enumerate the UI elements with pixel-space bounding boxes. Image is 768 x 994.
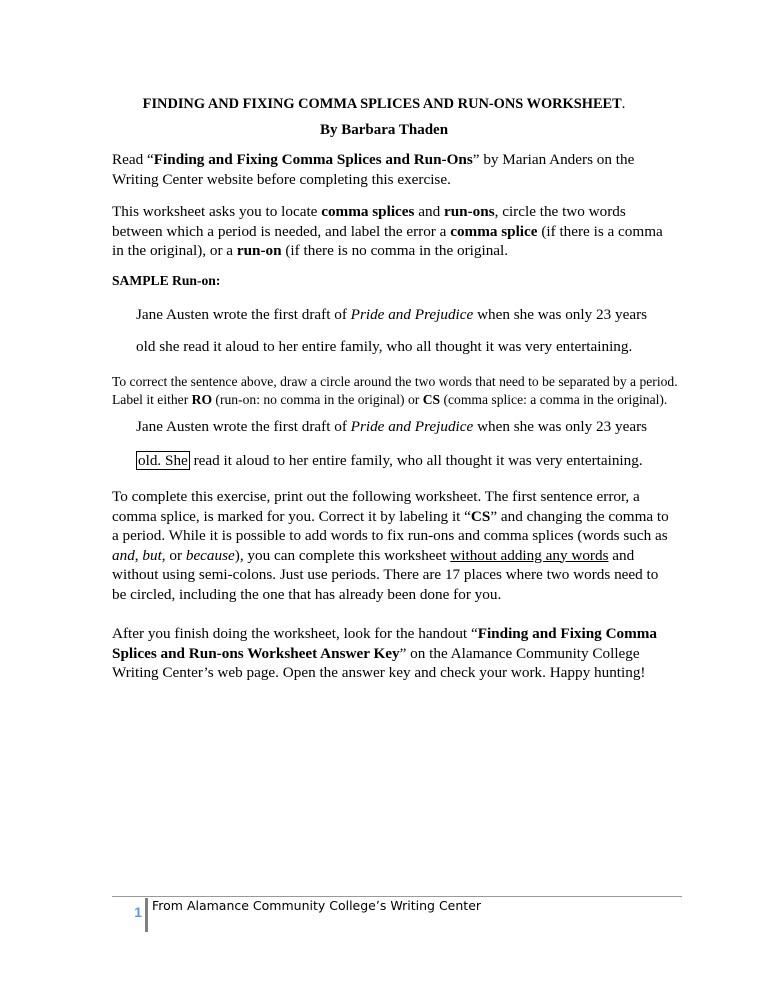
instructions-paragraph: This worksheet asks you to locate comma splices and run-ons, circle the two words between which a period is needed, and label the error a comma splice (if there is a comma in the original), or a run-on (if there is no comma in the original. (112, 203, 663, 259)
footer-divider (112, 896, 682, 897)
corrected-sentence-line-2: old. She read it aloud to her entire family, who all thought it was very entertaining. (138, 452, 643, 469)
intro-paragraph: Read “Finding and Fixing Comma Splices and Run-Ons” by Marian Anders on the Writing Center website before completing this exercise. (112, 151, 635, 188)
author-byline: By Barbara Thaden (319, 122, 449, 138)
footer-vertical-bar (145, 898, 148, 932)
sample-label: SAMPLE Run-on: (112, 273, 221, 288)
document-title: FINDING AND FIXING COMMA SPLICES AND RUN-ONS WORKSHEET. (142, 96, 626, 112)
page-number: 1 (134, 904, 142, 920)
exercise-directions-paragraph: To complete this exercise, print out the following worksheet. The first sentence error, a comma splice, is marked for you. Correct it by labeling it “CS” and changing the comma to a period. While it is possible to add words to fix run-ons and comma splices (words such as and, but, or because), you can complete this worksheet without adding any words and without using semi-colons. Just use periods. There are 17 places where two words need to be circled, including the one that has already been done for you. (112, 488, 669, 603)
example-sentence-line-2: old she read it aloud to her entire family, who all thought it was very entertaining. (136, 338, 633, 355)
correction-instruction: To correct the sentence above, draw a circle around the two words that need to be separated by a period. Label it either RO (run-on: no comma in the original) or CS (comma splice: a comma in the original). (112, 374, 678, 407)
answer-key-paragraph: After you finish doing the worksheet, look for the handout “Finding and Fixing Comma Splices and Run-ons Worksheet Answer Key” on the Alamance Community College Writing Center’s web page. Open the answer key and check your work. Happy hunting! (112, 625, 658, 681)
corrected-sentence-line-1: Jane Austen wrote the first draft of Pride and Prejudice when she was only 23 years (136, 418, 648, 435)
circled-words-box: old. She (138, 452, 188, 469)
example-sentence-line-1: Jane Austen wrote the first draft of Pride and Prejudice when she was only 23 years (136, 306, 648, 323)
page-footer (112, 896, 682, 932)
footer-text: From Alamance Community College’s Writing Center (152, 898, 482, 913)
